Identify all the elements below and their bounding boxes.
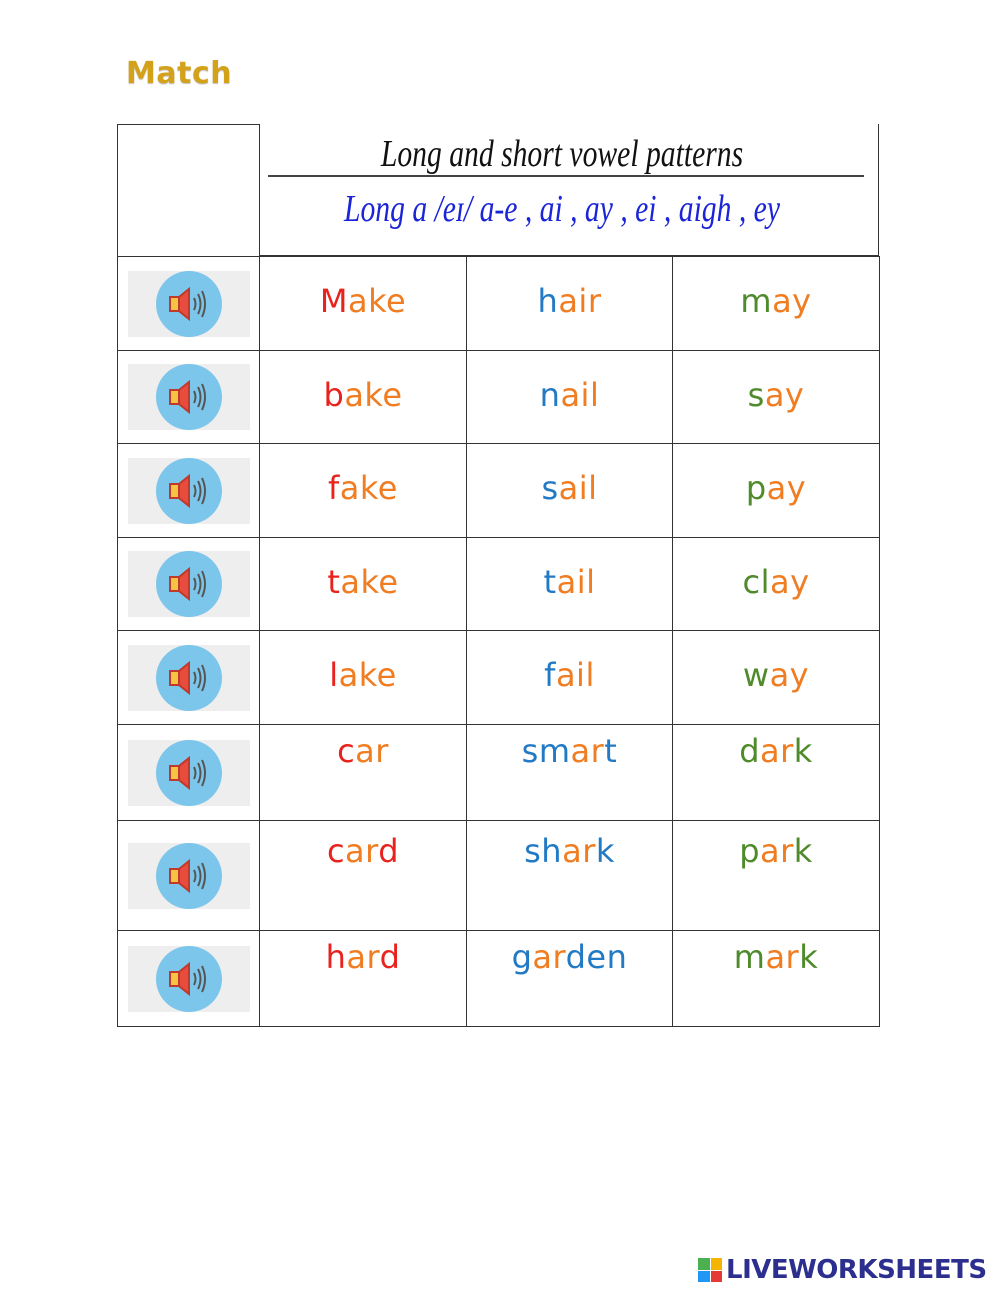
title-divider (268, 175, 864, 177)
word-cell[interactable] (672, 930, 880, 1027)
word-cell[interactable] (259, 820, 467, 931)
audio-button[interactable] (128, 645, 250, 711)
word-segment: d (379, 937, 401, 976)
word-cell[interactable] (259, 350, 467, 444)
word-cell[interactable] (466, 537, 673, 631)
speaker-icon[interactable] (156, 740, 222, 806)
word-segment: l (329, 656, 339, 694)
word-segment: s (541, 469, 559, 507)
word-cell[interactable] (466, 820, 673, 931)
speaker-icon[interactable] (156, 551, 222, 617)
audio-cell (117, 724, 260, 821)
word-text (673, 376, 879, 414)
word-segment: ar (760, 832, 794, 870)
word-segment: b (323, 375, 345, 414)
audio-button[interactable] (128, 271, 250, 337)
word-cell[interactable] (259, 724, 467, 821)
word-cell[interactable] (672, 630, 880, 725)
word-segment: ar (570, 731, 605, 770)
word-cell[interactable] (466, 930, 673, 1027)
speaker-icon[interactable] (156, 364, 222, 430)
word-segment: ake (347, 282, 407, 320)
word-cell[interactable] (259, 630, 467, 725)
speaker-icon[interactable] (156, 271, 222, 337)
word-segment: ail (560, 375, 600, 414)
word-cell[interactable] (259, 256, 467, 351)
liveworksheets-logo-icon (698, 1258, 722, 1282)
audio-cell (117, 930, 260, 1027)
word-text (673, 732, 879, 770)
word-segment: f (328, 469, 340, 507)
word-cell[interactable] (672, 537, 880, 631)
word-segment: ar (562, 832, 596, 870)
word-segment: m (740, 282, 773, 320)
word-cell[interactable] (259, 537, 467, 631)
word-segment: h (325, 937, 347, 976)
word-cell[interactable] (672, 820, 880, 931)
speaker-icon[interactable] (156, 458, 222, 524)
word-cell[interactable] (672, 724, 880, 821)
word-text (467, 938, 672, 976)
word-segment: ake (338, 656, 397, 694)
word-segment: ay (769, 562, 810, 601)
speaker-icon[interactable] (156, 843, 222, 909)
word-text (260, 832, 466, 870)
word-cell[interactable] (466, 724, 673, 821)
word-text (260, 563, 466, 601)
audio-cell (117, 443, 260, 538)
word-segment: ar (355, 731, 389, 770)
word-segment: f (544, 656, 556, 694)
word-segment: ay (772, 282, 812, 320)
brand-name: LIVEWORKSHEETS (726, 1255, 987, 1285)
word-segment: ar (532, 937, 566, 976)
word-segment: p (745, 469, 767, 507)
page-heading: Match (126, 56, 233, 91)
word-segment: M (319, 282, 348, 320)
word-segment: m (733, 937, 766, 976)
word-cell[interactable] (466, 350, 673, 444)
audio-button[interactable] (128, 364, 250, 430)
word-cell[interactable] (259, 443, 467, 538)
word-text (467, 376, 672, 414)
audio-cell (117, 350, 260, 444)
word-text (673, 938, 879, 976)
word-segment: w (742, 656, 770, 694)
word-segment: t (327, 562, 341, 601)
word-text (467, 282, 672, 320)
word-cell[interactable] (259, 930, 467, 1027)
audio-cell (117, 537, 260, 631)
word-segment: k (793, 731, 813, 770)
word-text (467, 656, 672, 694)
word-text (260, 469, 466, 507)
word-segment: h (537, 282, 559, 320)
word-segment: t (604, 731, 618, 770)
audio-button[interactable] (128, 843, 250, 909)
word-segment: sh (524, 832, 563, 870)
audio-cell (117, 820, 260, 931)
word-cell[interactable] (672, 443, 880, 538)
word-segment: den (565, 937, 628, 976)
word-segment: ar (760, 731, 794, 770)
audio-button[interactable] (128, 740, 250, 806)
word-text (260, 732, 466, 770)
word-segment: ail (555, 656, 595, 694)
word-text (673, 656, 879, 694)
corner-cell (117, 124, 260, 257)
word-text (260, 938, 466, 976)
speaker-icon[interactable] (156, 645, 222, 711)
word-text (260, 656, 466, 694)
word-segment: ail (558, 469, 598, 507)
word-text (673, 469, 879, 507)
word-segment: cl (742, 562, 770, 601)
word-text (467, 469, 672, 507)
word-text (467, 563, 672, 601)
audio-button[interactable] (128, 551, 250, 617)
word-segment: air (558, 282, 602, 320)
word-segment: c (337, 731, 356, 770)
audio-cell (117, 256, 260, 351)
word-segment: k (595, 832, 615, 870)
word-segment: ar (346, 937, 380, 976)
word-segment: d (378, 832, 400, 870)
word-segment: k (799, 937, 819, 976)
brand-footer (698, 1255, 987, 1285)
word-cell[interactable] (466, 443, 673, 538)
word-segment: ar (345, 832, 379, 870)
word-segment: p (739, 832, 760, 870)
word-text (673, 563, 879, 601)
word-cell[interactable] (672, 350, 880, 444)
word-segment: k (793, 832, 813, 870)
speaker-icon[interactable] (156, 946, 222, 1012)
word-segment: ake (344, 375, 403, 414)
word-segment: ake (340, 562, 399, 601)
word-segment: ar (765, 937, 800, 976)
word-cell[interactable] (672, 256, 880, 351)
word-text (673, 832, 879, 870)
table-title: Long and short vowel patterns (380, 133, 744, 175)
word-segment: ake (339, 469, 398, 507)
audio-cell (117, 630, 260, 725)
word-segment: n (539, 375, 561, 414)
word-segment: ay (764, 375, 805, 414)
table-header (259, 124, 879, 256)
word-text (467, 732, 672, 770)
word-text (260, 282, 466, 320)
word-segment: ail (556, 562, 596, 601)
word-segment: t (543, 562, 557, 601)
table-subtitle: Long a /eɪ/ a-e , ai , ay , ei , aigh , ey (343, 188, 780, 230)
word-text (673, 282, 879, 320)
word-segment: ay (766, 469, 807, 507)
word-segment: sm (521, 731, 571, 770)
vowel-table (117, 124, 879, 1026)
word-cell[interactable] (466, 256, 673, 351)
audio-button[interactable] (128, 458, 250, 524)
word-text (467, 832, 672, 870)
word-text (260, 376, 466, 414)
word-segment: d (739, 731, 760, 770)
word-segment: c (326, 832, 346, 870)
word-cell[interactable] (466, 630, 673, 725)
word-segment: s (747, 375, 765, 414)
word-segment: ay (769, 656, 810, 694)
audio-button[interactable] (128, 946, 250, 1012)
word-segment: g (511, 937, 533, 976)
